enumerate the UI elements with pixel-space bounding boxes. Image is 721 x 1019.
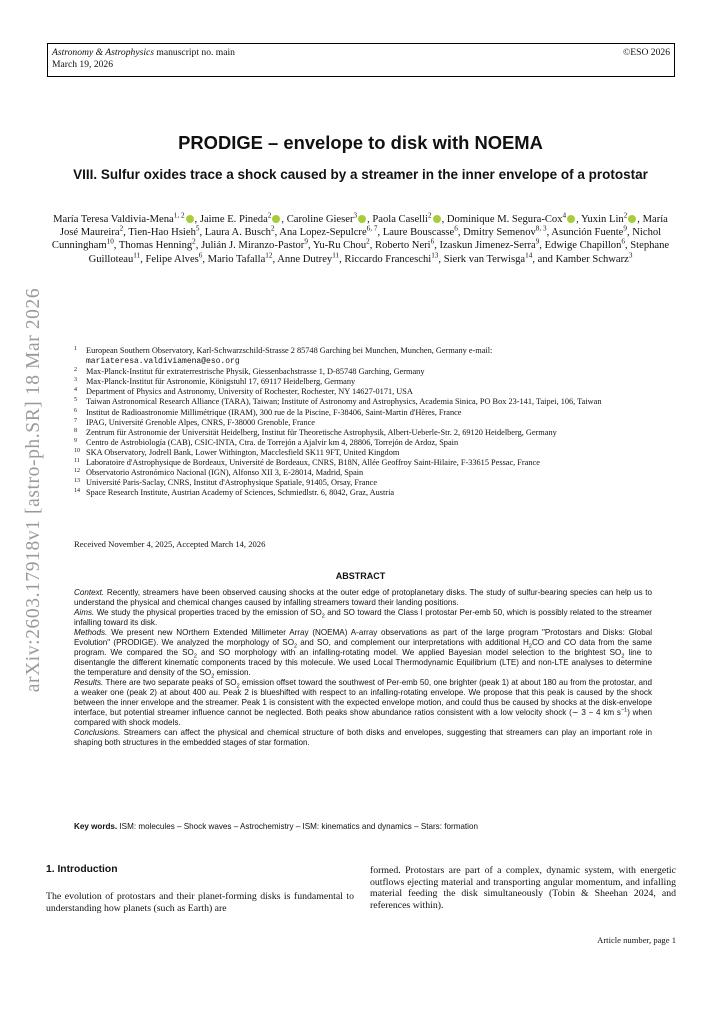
author-name: Riccardo Franceschi	[344, 253, 432, 265]
author-affiliation-mark: 2	[427, 211, 432, 220]
affiliation-number: 2	[74, 367, 77, 374]
aims-text: We study the physical properties traced by the emission of SO	[94, 608, 322, 617]
affiliation-item	[74, 448, 654, 458]
copyright: ©ESO 2026	[623, 47, 670, 58]
author	[279, 224, 378, 239]
affiliation-number: 9	[74, 437, 77, 444]
affiliation-item	[74, 418, 654, 428]
affiliation-number: 14	[74, 488, 80, 495]
affiliation-item	[74, 438, 654, 448]
affiliation-item	[74, 468, 654, 478]
subscript: 2	[528, 643, 532, 650]
received-dates: Received November 4, 2025, Accepted March 14, 2026	[74, 539, 266, 549]
author-affiliation-mark: 6	[198, 251, 203, 260]
affiliation-text: Laboratoire d'Astrophysique de Bordeaux, Université de Bordeaux, CNRS, B18N, Allée Geoffroy Saint-Hilaire, F-33615 Pessac, France	[86, 458, 540, 468]
author	[344, 251, 439, 265]
affiliation-text: Zentrum für Astronomie der Universität Heidelberg, Institut für Theoretische Astrophysik, Albert-Ueberle-Str. 2, 69120 Heidelberg, Germany	[86, 427, 557, 437]
author	[128, 224, 200, 239]
author-affiliation-mark: 2	[270, 224, 275, 233]
author-affiliation-mark: 6	[430, 237, 435, 246]
results-label: Results.	[74, 678, 104, 687]
journal-line	[52, 47, 235, 59]
author-affiliation-mark: 9	[304, 237, 308, 246]
author-name: Tien-Hao Hsieh	[128, 227, 196, 239]
methods-text: We present new NOrthern Extended Millimeter Array (NOEMA) A-array observations as part of the large program "Protostars and Disks: Global Evolution" (PRODIGE). We analyzed the morphology of SO	[74, 628, 652, 647]
author-affiliation-mark: 3	[353, 211, 358, 220]
author-affiliation-mark: 2	[623, 211, 628, 220]
author-name: Ana Lopez-Sepulcre	[279, 227, 367, 239]
author	[544, 237, 625, 252]
abstract-aims	[74, 608, 652, 628]
subscript: 2	[621, 653, 625, 660]
author-affiliation-mark: 6, 7	[366, 224, 378, 233]
context-label: Context.	[74, 588, 105, 597]
superscript: −1	[620, 707, 628, 714]
author-affiliation-mark: 2	[366, 237, 370, 246]
author	[463, 224, 547, 239]
author	[375, 237, 435, 252]
author-affiliation-mark: 14	[525, 251, 533, 260]
orcid-icon[interactable]	[272, 215, 280, 223]
affiliation-text: SKA Observatory, Jodrell Bank, Lower Withington, Macclesfield SK11 9FT, United Kingdom	[86, 447, 400, 457]
affiliation-item	[74, 377, 654, 387]
author	[145, 251, 203, 265]
affiliation-number: 11	[74, 458, 80, 465]
manuscript-label: manuscript no. main	[153, 47, 235, 58]
author-name: Sierk van Terwisga	[443, 253, 526, 265]
author-affiliation-mark: 10	[106, 237, 114, 246]
results-text: There are two separate peaks of SO	[103, 678, 237, 687]
affiliation-number: 8	[74, 427, 77, 434]
orcid-icon[interactable]	[358, 215, 366, 223]
affiliation-text: IPAG, Université Grenoble Alpes, CNRS, F-38000 Grenoble, France	[86, 417, 315, 427]
author-name: Dmitry Semenov	[463, 227, 536, 239]
author-name: Kamber Schwarz	[555, 253, 629, 265]
affiliation-item	[74, 488, 654, 498]
author-name: Asunción Fuente	[551, 227, 624, 239]
abstract-conclusions	[74, 728, 652, 748]
author	[199, 211, 282, 225]
section-heading-introduction: 1. Introduction	[46, 864, 118, 875]
page-footer: Article number, page 1	[597, 935, 676, 945]
affiliation-number: 6	[74, 407, 77, 414]
affiliation-text: Observatorio Astronómico Nacional (IGN), Alfonso XII 3, E-28014, Madrid, Spain	[86, 468, 364, 478]
methods-text: and SO, and complement our interpretations with additional H	[297, 638, 529, 647]
abstract-context	[74, 588, 652, 608]
affiliation-number: 4	[74, 387, 77, 394]
affiliation-text: Université Paris-Saclay, CNRS, Institut d'Astrophysique Spatiale, 91405, Orsay, France	[86, 478, 377, 488]
author	[382, 224, 458, 239]
abstract-results	[74, 678, 652, 728]
intro-column-left: The evolution of protostars and their planet-forming disks is fundamental to understanding how planets (such as Earth) are	[46, 891, 354, 914]
author-affiliation-mark: 6	[621, 237, 625, 246]
affiliation-number: 7	[74, 417, 77, 424]
methods-text: and SO morphology with an infalling-rotating model. We applied Bayesian model selection to the brightest SO	[196, 648, 622, 657]
author-name: Yu-Ru Chou	[312, 240, 367, 252]
author-affiliation-mark: 13	[431, 251, 439, 260]
orcid-icon[interactable]	[567, 215, 575, 223]
author-name: Julián J. Miranzo-Pastor	[201, 240, 305, 252]
conclusions-label: Conclusions.	[74, 728, 121, 737]
author-affiliation-mark: 11	[133, 251, 141, 260]
orcid-icon[interactable]	[186, 215, 194, 223]
author	[53, 211, 194, 225]
author-name: Caroline Gieser	[286, 214, 354, 225]
subscript: 2	[321, 613, 325, 620]
affiliation-item	[74, 428, 654, 438]
conclusions-text: Streamers can affect the physical and chemical structure of both disks and envelopes, suggesting that streamers can play an important role in shaping both structures in the embedded stages of star formation.	[74, 728, 652, 747]
author-name: Jaime E. Pineda	[199, 214, 268, 225]
affiliation-item	[74, 458, 654, 468]
journal-header	[47, 43, 675, 77]
results-text: emission offset toward the southwest of Per-emb 50, one brighter (peak 1) at about 180 au from the protostar, and a weaker one (peak 2) at about 400 au. Peak 2 is blueshifted with respect to an infalling-rotating envelope. We propose that this peak is caused by the shock between the inner envelope and the streamer. Peak 1 is consistent with the expected envelope motion, and could thus be caused by shocks at the disk-envelope interface, but potential streamer influence cannot be neglected. Both peaks show abundance ratios consistent with a low velocity shock (∼ 3 − 4 km s	[74, 678, 653, 717]
intro-column-right: formed. Protostars are part of a complex, dynamic system, with energetic outflows ejecting material and transporting angular momentum, and infalling material feeding the disk simultaneously (Tobin & Sheehan 2024, and references within).	[370, 865, 676, 911]
affiliation-text: Max-Planck-Institut für Astronomie, Königstuhl 17, 69117 Heidelberg, Germany	[86, 377, 356, 387]
author-affiliation-mark: 2	[119, 224, 124, 233]
affiliation-item	[74, 408, 654, 418]
author	[443, 251, 533, 265]
arxiv-sidebar	[14, 250, 54, 730]
author	[555, 251, 633, 265]
author	[277, 251, 340, 265]
author-name: Edwige Chapillon	[544, 240, 622, 252]
author	[207, 251, 273, 265]
abstract-heading: ABSTRACT	[335, 571, 386, 581]
author-name: Paola Caselli	[372, 214, 428, 225]
abstract-body	[74, 588, 652, 748]
author-name: Felipe Alves	[145, 253, 199, 265]
subscript: 2	[294, 643, 298, 650]
author	[118, 237, 196, 252]
author-name: Dominique M. Segura-Cox	[446, 214, 563, 225]
orcid-icon[interactable]	[628, 215, 636, 223]
author	[286, 211, 367, 225]
author-name: Roberto Neri	[375, 240, 431, 252]
author-affiliation-mark: 3	[628, 251, 633, 260]
author	[581, 211, 637, 225]
email-link[interactable]: mariateresa.valdiviamena@eso.org	[86, 357, 240, 367]
affiliation-item	[74, 346, 654, 367]
results-text: ) when compared with shock models.	[74, 708, 653, 727]
subscript: 2	[193, 653, 197, 660]
affiliation-item	[74, 397, 654, 407]
keywords-text: ISM: molecules – Shock waves – Astrochemistry – ISM: kinematics and dynamics – Stars: formation	[117, 822, 478, 831]
affiliation-text: Taiwan Astronomical Research Alliance (TARA), Taiwan; Institute of Astronomy and Astrophysics, Academia Sinica, PO Box 23-141, Taipei, 106, Taiwan	[86, 397, 602, 407]
author-name: Nichol Cunningham	[51, 227, 662, 252]
author-affiliation-mark: 9	[535, 237, 540, 246]
author-affiliation-mark: 1, 2	[173, 211, 185, 220]
author-affiliation-mark: 9	[623, 224, 627, 233]
affiliation-number: 3	[74, 377, 77, 384]
affiliation-item	[74, 367, 654, 377]
keywords	[74, 822, 654, 832]
author-list: María Teresa Valdivia-Mena$^{1, 2}$ , Jaime E. Pineda$^2$ , Caroline Gieser$^3$ , Paola Caselli$^2$ , Dominique M. Segura-Cox$^4$ , Yuxin Lin$^2$ , María José Maureira$^2$, Tien-Hao Hsieh$^5$, Laura A. Busch$^2$, Ana Lopez-Sepulcre$^{6, 7}$, Laure Bouscasse$^6$, Dmitry Semenov$^{8, 3}$, Asunción Fuente$^9$, Nichol Cunningham$^{10}$, Thomas Henning$^2$, Julián J. Miranzo-Pastor$^9$, Yu-Ru Chou$^2$, Roberto Neri$^6$, Izaskun Jimenez-Serra$^9$, Edwige Chapillon$^6$, Stephane Guilloteau$^{11}$, Felipe Alves$^6$, Mario Tafalla$^{12}$, Anne Dutrey$^{11}$, Riccardo Franceschi$^{13}$, Sierk van Terwisga$^{14}$, and Kamber Schwarz$^3$	[51, 211, 670, 265]
keywords-label: Key words.	[74, 822, 118, 831]
author-name: Laura A. Busch	[204, 227, 271, 239]
affiliation-number: 10	[74, 447, 80, 454]
affiliation-text: Institut de Radioastronomie Millimétrique (IRAM), 300 rue de la Piscine, F-38406, Saint-Martin d'Hères, France	[86, 407, 462, 417]
author	[201, 237, 308, 252]
orcid-icon[interactable]	[433, 215, 441, 223]
affiliation-number: 13	[74, 478, 80, 485]
affiliation-list	[74, 346, 654, 498]
affiliation-item	[74, 387, 654, 397]
author-name: Thomas Henning	[118, 240, 193, 252]
author-name: Laure Bouscasse	[382, 227, 455, 239]
context-text: Recently, streamers have been observed causing shocks at the outer edge of protoplanetary disks. The study of sulfur-bearing species can help us to understand the physical and chemical changes caused by infalling streamers toward their landing positions.	[74, 588, 652, 607]
affiliation-item	[74, 478, 654, 488]
methods-text: line to disentangle the different kinematic components traced by this molecule. We used Local Thermodynamic Equilibrium (LTE) and non-LTE analyses to determine the temperature and density of the SO	[74, 648, 652, 677]
affiliation-text: Department of Physics and Astronomy, University of Rochester, Rochester, NY 14627-0171, USA	[86, 387, 413, 397]
header-date: March 19, 2026	[52, 59, 114, 70]
author-name: Anne Dutrey	[277, 253, 333, 265]
subscript: 2	[236, 683, 240, 690]
affiliation-number: 1	[74, 346, 77, 352]
aims-label: Aims.	[74, 608, 95, 617]
author-affiliation-mark: 6	[454, 224, 458, 233]
paper-subtitle: VIII. Sulfur oxides trace a shock caused by a streamer in the inner envelope of a protostar	[73, 167, 648, 182]
author-name: Mario Tafalla	[207, 253, 266, 265]
author	[551, 224, 627, 239]
abstract-methods	[74, 628, 652, 678]
aims-text: and SO toward the Class I protostar Per-emb 50, which is possibly related to the streamer infalling toward its disk.	[74, 608, 652, 627]
methods-text: CO and CO data from the same program. We compared the SO	[74, 638, 652, 657]
author-affiliation-mark: 12	[265, 251, 273, 260]
affiliation-text: Centro de Astrobiología (CAB), CSIC-INTA, Ctra. de Torrejón a Ajalvir km 4, 28806, Torrejón de Ardoz, Spain	[86, 437, 459, 447]
methods-label: Methods.	[74, 628, 108, 637]
affiliation-number: 5	[74, 397, 77, 404]
author-name: María José Maureira	[59, 214, 668, 239]
journal-name: Astronomy & Astrophysics	[52, 47, 154, 58]
author-affiliation-mark: 4	[562, 211, 567, 220]
author-affiliation-mark: 2	[267, 211, 272, 220]
author-affiliation-mark: 5	[195, 224, 200, 233]
affiliation-number: 12	[74, 468, 80, 475]
affiliation-text: European Southern Observatory, Karl-Schwarzschild-Strasse 2 85748 Garching bei Munchen, Munchen, Germany e-mail: mariateresa.valdiviamena@eso.org	[86, 346, 493, 367]
affiliation-text: Space Research Institute, Austrian Academy of Sciences, Schmiedlstr. 6, 8042, Graz, Austria	[86, 488, 395, 498]
subscript: 2	[211, 673, 215, 680]
author	[439, 237, 540, 252]
author	[372, 211, 441, 225]
author-name: María Teresa Valdivia-Mena	[53, 214, 174, 225]
author	[204, 224, 275, 239]
author-affiliation-mark: 11	[332, 251, 340, 260]
affiliation-text: Max-Planck-Institut für extraterrestrische Physik, Giessenbachstrasse 1, D-85748 Garching, Germany	[86, 367, 425, 377]
methods-text: emission.	[214, 668, 251, 677]
author-name: Izaskun Jimenez-Serra	[439, 240, 536, 252]
author-name: Stephane Guilloteau	[88, 240, 670, 265]
author-affiliation-mark: 2	[192, 237, 196, 246]
author	[446, 211, 576, 225]
paper-title: PRODIGE – envelope to disk with NOEMA	[178, 132, 543, 153]
author-name: Yuxin Lin	[581, 214, 624, 225]
author-affiliation-mark: 8, 3	[535, 224, 547, 233]
arxiv-identifier: arXiv:2603.17918v1 [astro-ph.SR] 18 Mar 2026	[23, 287, 45, 693]
author	[312, 237, 370, 252]
